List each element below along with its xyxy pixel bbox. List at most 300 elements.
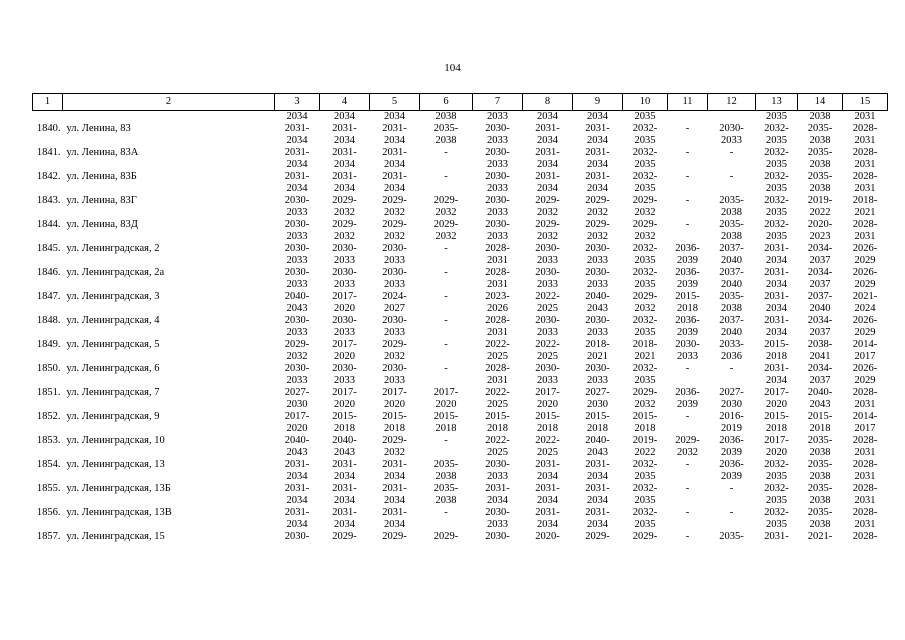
period-cell: 2032- 2035	[764, 483, 789, 506]
period-cell: 2028- 2031	[852, 219, 878, 242]
period-cell: 2037- 2040	[719, 267, 744, 290]
period-cell: 2029-	[632, 531, 658, 542]
period-cell: 2031- 2034	[382, 123, 407, 146]
period-cell: 2031- 2034	[764, 267, 789, 290]
period-cell: 2017- 2020	[332, 339, 357, 362]
period-cell: 2032- 2035	[764, 195, 789, 218]
period-cell: 2030- 2033	[284, 243, 310, 266]
period-cell: 2031- 2034	[585, 123, 610, 146]
period-cell: 2024- 2027	[382, 291, 407, 314]
period-cell: 2020-	[535, 531, 560, 542]
period-cell: 2031- 2034	[284, 507, 310, 530]
period-cell: 2016- 2019	[719, 411, 744, 434]
address-cell: ул. Ленинградская, 6	[66, 363, 160, 374]
period-cell: 2029- 2032	[632, 195, 658, 218]
table-row	[33, 339, 888, 363]
period-cell: 2015- 2018	[382, 411, 407, 434]
period-cell: 2037- 2040	[807, 291, 833, 314]
period-cell: 2030- 2033	[585, 315, 610, 338]
period-cell: 2031- 2034	[332, 147, 357, 170]
period-cell: 2028- 2031	[852, 147, 878, 170]
period-cell: -	[444, 267, 448, 278]
row-number: 1854.	[36, 459, 61, 470]
period-cell: 2017- 2020	[764, 387, 789, 410]
period-cell: 2030- 2033	[585, 267, 610, 290]
period-cell: 2022- 2025	[535, 435, 560, 458]
period-cell: 2015- 2018	[585, 411, 610, 434]
header-cell: 6	[420, 94, 473, 111]
period-cell: 2022- 2025	[535, 291, 560, 314]
period-cell: 2031- 2034	[585, 459, 610, 482]
period-cell: 2030- 2033	[485, 219, 510, 242]
table-row	[33, 315, 888, 339]
period-cell: 2031- 2034	[284, 147, 310, 170]
period-cell: 2028- 2031	[852, 459, 878, 482]
period-cell: 2030- 2033	[284, 315, 310, 338]
address-cell: ул. Ленина, 83Г	[66, 195, 137, 206]
address-cell: ул. Ленинградская, 4	[66, 315, 160, 326]
period-cell: 2035- 2038	[807, 507, 833, 530]
period-cell: 2018- 2021	[585, 339, 610, 362]
continuation-cell: 2038	[435, 111, 457, 122]
address-cell: ул. Ленина, 83Б	[66, 171, 137, 182]
period-cell: 2030- 2033	[485, 507, 510, 530]
period-cell: 2035- 2038	[807, 483, 833, 506]
table-row	[33, 531, 888, 555]
period-cell: 2031- 2034	[332, 459, 357, 482]
period-cell: 2032- 2035	[632, 459, 658, 482]
period-cell: 2028- 2031	[485, 315, 510, 338]
period-cell: 2034- 2037	[807, 363, 833, 386]
period-cell: 2030- 2033	[485, 459, 510, 482]
header-cell: 4	[320, 94, 370, 111]
address-cell: ул. Ленинградская, 2а	[66, 267, 165, 278]
table-row	[33, 267, 888, 291]
period-cell: 2030- 2033	[719, 123, 744, 146]
period-cell: -	[444, 315, 448, 326]
period-cell: 2030- 2033	[485, 195, 510, 218]
period-cell: 2031- 2034	[585, 147, 610, 170]
period-cell: 2015- 2018	[675, 291, 700, 314]
table-row	[33, 243, 888, 267]
header-cell: 1	[33, 94, 63, 111]
period-cell: 2031- 2034	[535, 123, 560, 146]
period-cell: 2029-	[433, 531, 459, 542]
row-number: 1841.	[36, 147, 61, 158]
period-cell: 2017- 2020	[433, 387, 459, 410]
period-cell: 2031- 2034	[382, 483, 407, 506]
period-cell: 2031- 2034	[585, 171, 610, 194]
period-cell: 2036- 2039	[675, 315, 700, 338]
period-cell: 2023- 2026	[485, 291, 510, 314]
period-cell: 2030- 2033	[675, 339, 700, 362]
period-cell: 2031- 2034	[764, 315, 789, 338]
period-cell: 2030- 2033	[535, 243, 560, 266]
period-cell: 2029- 2032	[632, 291, 658, 314]
header-cell: 11	[668, 94, 708, 111]
header-cell: 12	[708, 94, 756, 111]
period-cell: 2031- 2034	[535, 507, 560, 530]
period-cell: -	[685, 483, 690, 494]
period-cell: 2031- 2034	[382, 507, 407, 530]
period-cell: 2032- 2035	[764, 459, 789, 482]
period-cell: -	[685, 507, 690, 518]
period-cell: 2032- 2035	[632, 171, 658, 194]
row-number: 1840.	[36, 123, 61, 134]
period-cell: 2032- 2035	[632, 243, 658, 266]
period-cell: -	[444, 147, 448, 158]
continuation-cell: 2034	[286, 111, 308, 122]
period-cell: 2031- 2034	[332, 171, 357, 194]
period-cell: 2031- 2034	[535, 459, 560, 482]
row-number: 1847.	[36, 291, 61, 302]
header-cell: 15	[843, 94, 888, 111]
continuation-cell: 2038	[809, 111, 831, 122]
header-row	[33, 94, 888, 111]
period-cell: 2030- 2033	[585, 243, 610, 266]
period-cell: 2032- 2035	[632, 315, 658, 338]
period-cell: 2040- 2043	[284, 435, 310, 458]
table-row	[33, 291, 888, 315]
period-cell: 2017- 2020	[764, 435, 789, 458]
continuation-cell	[668, 111, 708, 124]
period-cell: 2028- 2031	[485, 267, 510, 290]
continuation-cell: 2034	[537, 111, 558, 122]
period-cell: 2015- 2018	[632, 411, 658, 434]
period-cell: -	[729, 147, 734, 158]
period-cell: 2015- 2018	[332, 411, 357, 434]
period-cell: 2032- 2035	[764, 171, 789, 194]
period-cell: 2031- 2034	[585, 483, 610, 506]
continuation-cell: 2034	[587, 111, 608, 122]
period-cell: 2040- 2043	[807, 387, 833, 410]
period-cell: 2015- 2018	[433, 411, 459, 434]
period-cell: 2034- 2037	[807, 315, 833, 338]
period-cell: 2031- 2034	[332, 507, 357, 530]
period-cell: 2015- 2018	[485, 411, 510, 434]
table-row	[33, 459, 888, 483]
period-cell: 2027- 2030	[585, 387, 610, 410]
schedule-table	[32, 93, 888, 555]
period-cell: 2030- 2033	[382, 243, 407, 266]
period-cell: 2028- 2031	[485, 243, 510, 266]
period-cell: 2028- 2031	[852, 387, 878, 410]
period-cell: 2031- 2034	[382, 147, 407, 170]
table-row	[33, 171, 888, 195]
period-cell: 2029- 2032	[433, 219, 459, 242]
period-cell: 2031- 2034	[284, 483, 310, 506]
period-cell: -	[685, 147, 690, 158]
period-cell: -	[685, 123, 690, 134]
period-cell: -	[729, 171, 734, 182]
period-cell: 2035- 2038	[719, 219, 744, 242]
period-cell: 2031- 2034	[764, 243, 789, 266]
period-cell: 2014- 2017	[852, 411, 878, 434]
period-cell: 2035- 2038	[719, 195, 744, 218]
table-row	[33, 483, 888, 507]
period-cell: 2029- 2032	[632, 387, 658, 410]
continuation-cell: 2035	[634, 111, 656, 122]
period-cell: 2019- 2022	[807, 195, 833, 218]
period-cell: 2028- 2031	[852, 483, 878, 506]
period-cell: 2029- 2032	[585, 195, 610, 218]
period-cell: 2038- 2041	[807, 339, 833, 362]
row-number: 1855.	[36, 483, 61, 494]
period-cell: -	[444, 243, 448, 254]
period-cell: 2019- 2022	[632, 435, 658, 458]
period-cell: 2030-	[485, 531, 510, 542]
period-cell: 2014- 2017	[852, 339, 878, 362]
period-cell: 2032- 2035	[632, 483, 658, 506]
period-cell: 2031- 2034	[284, 171, 310, 194]
row-number: 1857.	[36, 531, 61, 542]
period-cell: 2031- 2034	[764, 363, 789, 386]
table-row	[33, 195, 888, 219]
period-cell: 2022- 2025	[485, 435, 510, 458]
address-cell: ул. Ленинградская, 13	[66, 459, 165, 470]
period-cell: 2022- 2025	[485, 387, 510, 410]
row-number: 1856.	[36, 507, 61, 518]
period-cell: 2029- 2032	[585, 219, 610, 242]
row-number: 1849.	[36, 339, 61, 350]
period-cell: 2031- 2034	[332, 123, 357, 146]
period-cell: 2015- 2018	[807, 411, 833, 434]
period-cell: 2031- 2034	[382, 171, 407, 194]
period-cell: 2028- 2031	[852, 435, 878, 458]
period-cell: 2029- 2032	[284, 339, 310, 362]
period-cell: 2028- 2031	[485, 363, 510, 386]
period-cell: 2035- 2038	[807, 147, 833, 170]
table-row	[33, 123, 888, 147]
period-cell: 2031- 2034	[284, 123, 310, 146]
address-cell: ул. Ленинградская, 2	[66, 243, 160, 254]
row-number: 1852.	[36, 411, 61, 422]
period-cell: 2029- 2032	[382, 339, 407, 362]
period-cell: 2021-	[807, 531, 833, 542]
address-cell: ул. Ленина, 83	[66, 123, 131, 134]
period-cell: 2029- 2032	[382, 195, 407, 218]
period-cell: 2032- 2035	[632, 507, 658, 530]
period-cell: 2036- 2039	[675, 243, 700, 266]
address-cell: ул. Ленинградская, 13В	[66, 507, 172, 518]
table-row	[33, 507, 888, 531]
continuation-cell	[708, 111, 756, 124]
period-cell: 2032- 2035	[632, 123, 658, 146]
period-cell: -	[729, 507, 734, 518]
period-cell: 2040- 2043	[332, 435, 357, 458]
row-number: 1850.	[36, 363, 61, 374]
period-cell: -	[685, 219, 690, 230]
period-cell: 2036- 2039	[675, 267, 700, 290]
period-cell: 2036- 2039	[675, 387, 700, 410]
period-cell: 2022- 2025	[485, 339, 510, 362]
row-number: 1851.	[36, 387, 61, 398]
header-cell: 10	[623, 94, 668, 111]
table-row	[33, 363, 888, 387]
period-cell: 2030- 2033	[284, 363, 310, 386]
header-cell: 7	[473, 94, 523, 111]
period-cell: 2031-	[764, 531, 789, 542]
period-cell: 2030- 2033	[535, 267, 560, 290]
continuation-cell: 2031	[854, 111, 876, 122]
period-cell: 2029- 2032	[632, 219, 658, 242]
period-cell: 2029-	[382, 531, 407, 542]
period-cell: 2030- 2033	[332, 363, 357, 386]
table-row	[33, 219, 888, 243]
period-cell: 2031- 2034	[332, 483, 357, 506]
period-cell: 2040- 2043	[585, 435, 610, 458]
period-cell: 2032- 2035	[632, 363, 658, 386]
period-cell: 2032- 2035	[764, 219, 789, 242]
period-cell: 2035- 2038	[719, 291, 744, 314]
period-cell: 2030- 2033	[382, 267, 407, 290]
period-cell: 2026- 2029	[852, 267, 878, 290]
period-cell: 2017- 2020	[332, 387, 357, 410]
period-cell: 2037- 2040	[719, 243, 744, 266]
period-cell: -	[444, 363, 448, 374]
period-cell: 2028- 2031	[852, 123, 878, 146]
address-cell: ул. Ленинградская, 5	[66, 339, 160, 350]
period-cell: 2031- 2034	[485, 483, 510, 506]
period-cell: 2037- 2040	[719, 315, 744, 338]
period-cell: 2022- 2025	[535, 339, 560, 362]
continuation-cell: 2033	[487, 111, 508, 122]
period-cell: 2030- 2033	[332, 243, 357, 266]
table-row	[33, 147, 888, 171]
period-cell: 2015- 2018	[535, 411, 560, 434]
period-cell: -	[685, 411, 690, 422]
period-cell: -	[685, 195, 690, 206]
header-cell: 3	[275, 94, 320, 111]
period-cell: -	[685, 459, 690, 470]
period-cell: 2031- 2034	[535, 147, 560, 170]
period-cell: 2030- 2033	[485, 147, 510, 170]
period-cell: 2030- 2033	[332, 315, 357, 338]
period-cell: -	[444, 171, 448, 182]
period-cell: 2029- 2032	[382, 435, 407, 458]
period-cell: -	[685, 531, 690, 542]
period-cell: 2029- 2032	[332, 195, 357, 218]
period-cell: 2033- 2036	[719, 339, 744, 362]
period-cell: 2032- 2035	[632, 267, 658, 290]
period-cell: 2030- 2033	[535, 363, 560, 386]
address-cell: ул. Ленинградская, 3	[66, 291, 160, 302]
table-row	[33, 435, 888, 459]
period-cell: 2028- 2031	[852, 171, 878, 194]
period-cell: 2026- 2029	[852, 243, 878, 266]
period-cell: 2029- 2032	[332, 219, 357, 242]
period-cell: 2030- 2033	[332, 267, 357, 290]
period-cell: 2017- 2020	[535, 387, 560, 410]
address-cell: ул. Ленинградская, 9	[66, 411, 160, 422]
empty-cell	[33, 111, 63, 124]
period-cell: 2030- 2033	[284, 195, 310, 218]
continuation-cell: 2034	[334, 111, 355, 122]
address-cell: ул. Ленина, 83А	[66, 147, 139, 158]
period-cell: 2035- 2038	[433, 483, 459, 506]
period-cell: 2017- 2020	[382, 387, 407, 410]
header-cell: 13	[756, 94, 798, 111]
period-cell: 2032- 2035	[764, 507, 789, 530]
header-cell: 8	[523, 94, 573, 111]
period-cell: 2021- 2024	[852, 291, 878, 314]
period-cell: 2029- 2032	[535, 195, 560, 218]
period-cell: 2030- 2033	[284, 219, 310, 242]
period-cell: 2030- 2033	[485, 171, 510, 194]
period-cell: 2030- 2033	[485, 123, 510, 146]
row-number: 1842.	[36, 171, 61, 182]
empty-cell	[63, 111, 275, 124]
period-cell: 2027- 2030	[719, 387, 744, 410]
period-cell: 2031- 2034	[382, 459, 407, 482]
period-cell: 2036- 2039	[719, 435, 744, 458]
address-cell: ул. Ленинградская, 7	[66, 387, 160, 398]
period-cell: 2030- 2033	[585, 363, 610, 386]
period-cell: -	[444, 507, 448, 518]
period-cell: 2028-	[852, 531, 878, 542]
period-cell: -	[729, 483, 734, 494]
address-cell: ул. Ленина, 83Д	[66, 219, 138, 230]
period-cell: -	[685, 363, 690, 374]
period-cell: 2029-	[585, 531, 610, 542]
period-cell: 2020- 2023	[807, 219, 833, 242]
period-cell: 2035-	[719, 531, 744, 542]
period-cell: -	[444, 339, 448, 350]
continuation-cell: 2035	[766, 111, 787, 122]
page-number: 104	[444, 62, 461, 74]
period-cell: 2017- 2020	[332, 291, 357, 314]
period-cell: 2026- 2029	[852, 315, 878, 338]
period-cell: 2027- 2030	[284, 387, 310, 410]
period-cell: 2032- 2035	[632, 147, 658, 170]
period-cell: 2034- 2037	[807, 243, 833, 266]
period-cell: -	[685, 171, 690, 182]
header-cell: 5	[370, 94, 420, 111]
row-number: 1853.	[36, 435, 61, 446]
period-cell: 2028- 2031	[852, 507, 878, 530]
period-cell: -	[444, 435, 448, 446]
period-cell: 2032- 2035	[764, 123, 789, 146]
row-number: 1843.	[36, 195, 61, 206]
period-cell: 2030- 2033	[284, 267, 310, 290]
period-cell: 2030- 2033	[382, 315, 407, 338]
period-cell: 2031- 2034	[284, 459, 310, 482]
period-cell: 2029-	[332, 531, 357, 542]
period-cell: 2031- 2034	[585, 507, 610, 530]
period-cell: 2035- 2038	[807, 123, 833, 146]
period-cell: 2017- 2020	[284, 411, 310, 434]
table-row	[33, 387, 888, 411]
period-cell: 2030- 2033	[535, 315, 560, 338]
period-cell: 2034- 2037	[807, 267, 833, 290]
period-cell: 2029- 2032	[535, 219, 560, 242]
period-cell: -	[444, 291, 448, 302]
period-cell: 2040- 2043	[585, 291, 610, 314]
period-cell: 2040- 2043	[284, 291, 310, 314]
period-cell: 2018- 2021	[852, 195, 878, 218]
period-cell: 2031- 2034	[535, 171, 560, 194]
period-cell: 2035- 2038	[433, 123, 459, 146]
period-cell: 2029- 2032	[675, 435, 700, 458]
table-row	[33, 411, 888, 435]
period-cell: 2035- 2038	[433, 459, 459, 482]
period-cell: 2031- 2034	[764, 291, 789, 314]
period-cell: 2035- 2038	[807, 435, 833, 458]
period-cell: 2015- 2018	[764, 339, 789, 362]
row-number: 1848.	[36, 315, 61, 326]
row-number: 1844.	[36, 219, 61, 230]
address-cell: ул. Ленинградская, 13Б	[66, 483, 171, 494]
